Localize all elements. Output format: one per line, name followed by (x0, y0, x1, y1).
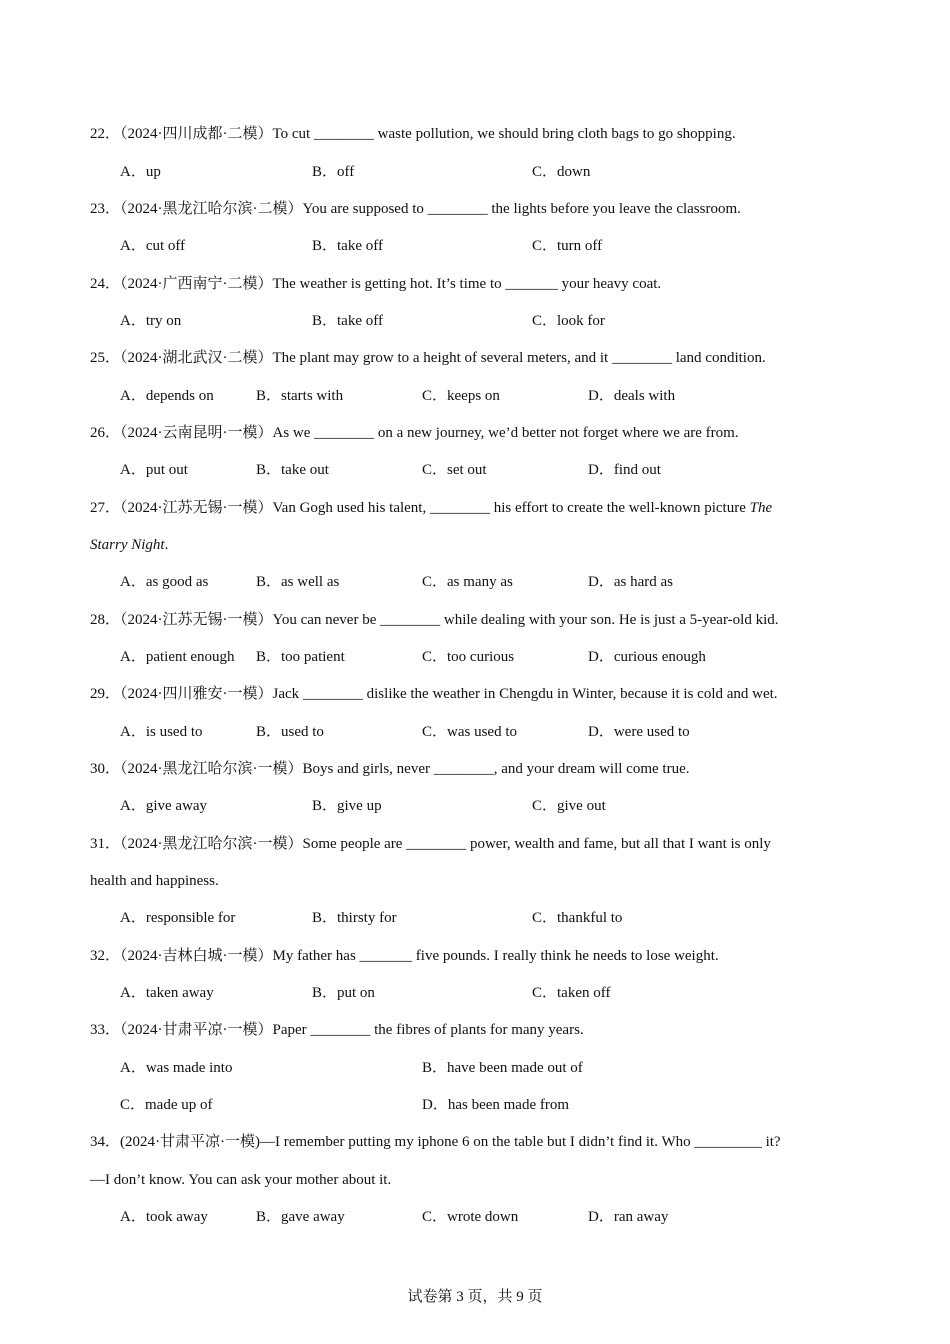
page-footer: 试卷第 3 页，共 9 页 (407, 1289, 543, 1305)
question-26-stem: 26．（2024·云南昆明·一模）As we ________ on a new journey, we’d better not forget where we are from. (90, 425, 739, 441)
question-33-option-d: D．has been made from (422, 1097, 570, 1113)
question-32-option-a: A．taken away (120, 985, 214, 1001)
question-27-stem-end: . (164, 537, 169, 553)
question-29-option-c: C．was used to (422, 724, 517, 740)
question-29-stem: 29．（2024·四川雅安·一模）Jack ________ dislike the weather in Chengdu in Winter, because it is cold and wet. (90, 686, 778, 702)
question-34-option-a: A．took away (120, 1209, 208, 1225)
question-31-option-c: C．thankful to (532, 910, 623, 926)
question-27-stem-text: 27．（2024·江苏无锡·一模）Van Gogh used his talent, ________ his effort to create the well-known picture (90, 500, 750, 516)
question-31-option-a: A．responsible for (120, 910, 236, 926)
question-29-option-d: D．were used to (588, 724, 690, 740)
question-25-option-b: B．starts with (256, 388, 344, 404)
question-33-option-c: C．made up of (120, 1097, 213, 1113)
question-27-title-part-2: Starry Night (90, 537, 165, 553)
question-34-option-b: B．gave away (256, 1209, 345, 1225)
question-26-option-d: D．find out (588, 462, 661, 478)
question-23-option-a: A．cut off (120, 238, 186, 254)
question-28-option-d: D．curious enough (588, 649, 706, 665)
question-28-option-c: C．too curious (422, 649, 515, 665)
question-31-option-b: B．thirsty for (312, 910, 397, 926)
question-28-option-a: A．patient enough (120, 649, 235, 665)
question-30-option-c: C．give out (532, 798, 606, 814)
question-26-option-a: A．put out (120, 462, 188, 478)
question-23-option-b: B．take off (312, 238, 383, 254)
question-23-option-c: C．turn off (532, 238, 603, 254)
question-22-stem: 22．（2024·四川成都·二模）To cut ________ waste pollution, we should bring cloth bags to go shopping. (90, 126, 736, 142)
question-34-stem: 34．(2024·甘肃平凉·一模)—I remember putting my iphone 6 on the table but I didn’t find it. Who _________ it? (90, 1134, 781, 1150)
question-34-option-c: C．wrote down (422, 1209, 519, 1225)
question-27-stem-line-2 (90, 535, 864, 555)
question-22-option-b: B．off (312, 164, 355, 180)
question-27-option-d: D．as hard as (588, 574, 673, 590)
question-34-option-d: D．ran away (588, 1209, 669, 1225)
question-28-stem: 28．（2024·江苏无锡·一模）You can never be ________ while dealing with your son. He is just a 5-year-old kid. (90, 612, 779, 628)
question-25-option-c: C．keeps on (422, 388, 500, 404)
question-33-stem: 33．（2024·甘肃平凉·一模）Paper ________ the fibres of plants for many years. (90, 1022, 584, 1038)
question-26-option-c: C．set out (422, 462, 487, 478)
question-32-option-b: B．put on (312, 985, 375, 1001)
question-29-option-a: A．is used to (120, 724, 203, 740)
question-30-option-b: B．give up (312, 798, 382, 814)
question-31-stem-line-2: health and happiness. (90, 873, 219, 889)
question-32-option-c: C．taken off (532, 985, 611, 1001)
question-27-stem (90, 498, 864, 518)
question-34-stem-line-2: —I don’t know. You can ask your mother about it. (90, 1172, 392, 1188)
question-25-stem: 25．（2024·湖北武汉·二模）The plant may grow to a height of several meters, and it ________ land condition. (90, 350, 766, 366)
question-33-option-b: B．have been made out of (422, 1060, 583, 1076)
question-22-option-a: A．up (120, 164, 161, 180)
question-27-option-a: A．as good as (120, 574, 209, 590)
question-26-option-b: B．take out (256, 462, 329, 478)
question-23-stem: 23．（2024·黑龙江哈尔滨·二模）You are supposed to ________ the lights before you leave the classroom. (90, 201, 741, 217)
question-27-option-b: B．as well as (256, 574, 340, 590)
question-22-option-c: C．down (532, 164, 591, 180)
question-30-option-a: A．give away (120, 798, 208, 814)
question-32-stem: 32．（2024·吉林白城·一模）My father has _______ five pounds. I really think he needs to lose weight. (90, 948, 719, 964)
question-28-option-b: B．too patient (256, 649, 345, 665)
question-24-option-a: A．try on (120, 313, 182, 329)
question-25-option-a: A．depends on (120, 388, 214, 404)
question-25-option-d: D．deals with (588, 388, 676, 404)
question-27-title-part-1: The (749, 500, 773, 516)
question-29-option-b: B．used to (256, 724, 324, 740)
question-33-option-a: A．was made into (120, 1060, 233, 1076)
question-30-stem: 30．（2024·黑龙江哈尔滨·一模）Boys and girls, never ________, and your dream will come true. (90, 761, 690, 777)
question-24-option-b: B．take off (312, 313, 383, 329)
question-24-option-c: C．look for (532, 313, 605, 329)
question-27-option-c: C．as many as (422, 574, 513, 590)
question-31-stem: 31．（2024·黑龙江哈尔滨·一模）Some people are ________ power, wealth and fame, but all that I want is only (90, 836, 771, 852)
question-24-stem: 24．（2024·广西南宁·二模）The weather is getting hot. It’s time to _______ your heavy coat. (90, 276, 662, 292)
